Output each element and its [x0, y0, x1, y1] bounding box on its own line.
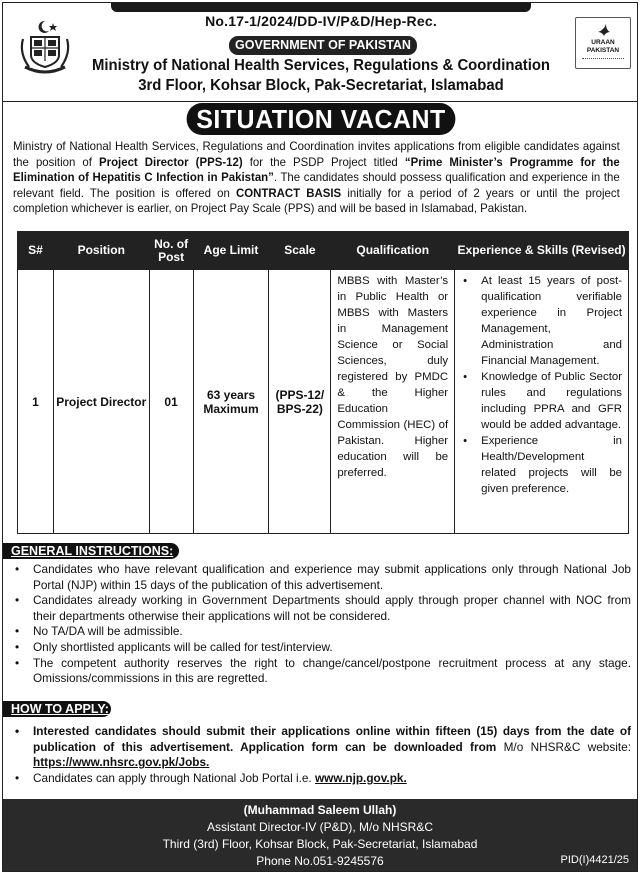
reference-number: No.17-1/2024/DD-IV/P&D/Hep-Rec.: [205, 13, 437, 29]
list-item: • Interested candidates should submit their applications online within fifteen (15) days from the date of publication of this advertisement. Application form can be downloaded from M/o NHSR&C website: https://www.nhsrc.gov.pk/Jobs.: [13, 724, 631, 771]
ministry-name: Ministry of National Health Services, Regulations & Coordination: [91, 57, 551, 74]
cell-experience: [455, 270, 629, 534]
cell-posts: 01: [149, 270, 193, 534]
table-row: [18, 270, 629, 534]
cell-scale: (PPS-12/ BPS-22): [269, 270, 331, 534]
table-header-row: [18, 232, 629, 270]
njp-link[interactable]: www.njp.gov.pk.: [315, 770, 407, 785]
experience-item: • At least 15 years of post-qualification verifiable experience in Project Management, Administration and Financial Management.: [461, 273, 622, 369]
header-age: Age Limit: [193, 232, 269, 270]
footer-signature-block: [3, 799, 637, 871]
list-item: • Candidates who have relevant qualification and experience may submit applications only through National Job Portal (NJP) within 15 days of the publication of this advertisement.: [13, 562, 631, 593]
how-to-apply-title: HOW TO APPLY:: [3, 701, 111, 717]
top-bar-decoration: [111, 3, 531, 12]
general-instructions-title: GENERAL INSTRUCTIONS:: [3, 543, 179, 559]
header-qualification: Qualification: [331, 232, 455, 270]
general-instructions-list: [13, 562, 631, 687]
cell-position: Project Director: [53, 270, 149, 534]
how-to-apply-list: [13, 724, 631, 786]
list-item: • Candidates already working in Government Departments should apply through proper channel with NOC from their departments otherwise their applications will not be considered.: [13, 593, 631, 624]
page-title: SITUATION VACANT: [187, 103, 456, 135]
list-item: • Candidates can apply through National Job Portal i.e. www.njp.gov.pk.: [13, 771, 631, 787]
signatory-address: Third (3rd) Floor, Kohsar Block, Pak-Secretariat, Islamabad: [162, 837, 478, 851]
uraan-logo-text: URAAN PAKISTAN: [586, 39, 620, 54]
list-item: • No TA/DA will be admissible.: [13, 624, 631, 640]
signatory-phone: Phone No.051-9245576: [256, 854, 384, 868]
header-experience: Experience & Skills (Revised): [455, 232, 629, 270]
government-label: GOVERNMENT OF PAKISTAN: [229, 36, 417, 55]
header-position: Position: [53, 232, 149, 270]
pid-number: PID(I)4421/25: [560, 854, 629, 866]
list-item: • The competent authority reserves the right to change/cancel/postpone recruitment process at any stage. Omissions/commissions in this are regretted.: [13, 656, 631, 687]
ministry-address: 3rd Floor, Kohsar Block, Pak-Secretariat, Islamabad: [138, 77, 504, 94]
advertisement-page: [2, 2, 638, 872]
header-sno: S#: [18, 232, 54, 270]
signatory-designation: Assistant Director-IV (P&D), M/o NHSR&C: [206, 820, 434, 834]
nhsrc-jobs-link[interactable]: https://www.nhsrc.gov.pk/Jobs.: [33, 755, 210, 770]
header-posts: No. of Post: [149, 232, 193, 270]
experience-item: • Knowledge of Public Sector rules and regulations including PPRA and GFR would be added advantage.: [461, 369, 622, 433]
intro-paragraph: Ministry of National Health Services, Regulations and Coordination invites applications from eligible candidates against the position of Project Director (PPS-12) for the PSDP Project titled “Prime Minister’s Programme for the Elimination of Hepatitis C Infection in Pakistan”. The candidates should possess qualification and experience in the relevant field. The position is offered on CONTRACT BASIS initially for a period of 2 years or until the project completion whichever is earlier, on Project Pay Scale (PPS) and will be based in Islamabad, Pakistan.: [13, 140, 620, 216]
cell-qualification: MBBS with Master’s in Public Health or MBBS with Masters in Management Science or Social Sciences, duly registered by PMDC & the Higher Education Commission (HEC) of Pakistan. Higher education will be preferred.: [331, 270, 455, 534]
vacancy-table: [17, 231, 629, 534]
signatory-name: (Muhammad Saleem Ullah): [243, 803, 397, 817]
header-divider: [3, 101, 637, 102]
cell-sno: 1: [18, 270, 54, 534]
list-item: • Only shortlisted applicants will be called for test/interview.: [13, 640, 631, 656]
experience-item: • Experience in Health/Development related projects will be given preference.: [461, 433, 622, 497]
header-scale: Scale: [269, 232, 331, 270]
cell-age: 63 years Maximum: [193, 270, 269, 534]
